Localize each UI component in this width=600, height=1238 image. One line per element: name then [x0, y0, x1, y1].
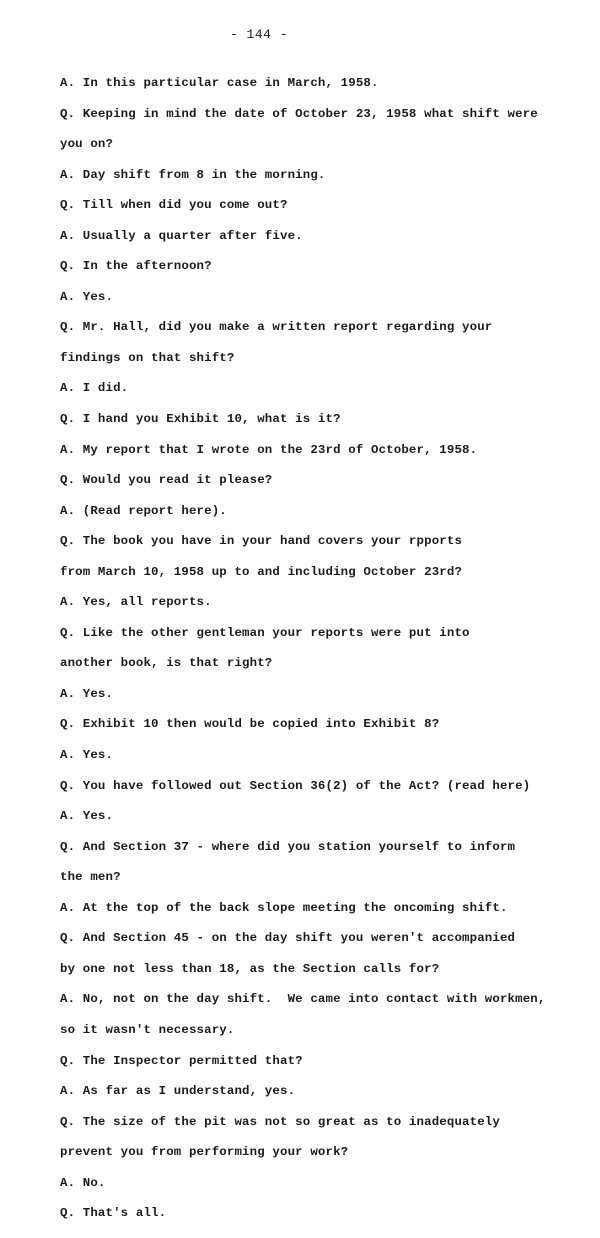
transcript-line: Q. Would you read it please? [60, 473, 273, 488]
transcript-line: A. Yes. [60, 289, 114, 304]
transcript-line: Q. The Inspector permitted that? [60, 1053, 303, 1068]
transcript-line: A. Yes, all reports. [60, 595, 212, 610]
transcript-line: Q. The book you have in your hand covers your rpports [60, 534, 463, 549]
transcript-line: Q. Exhibit 10 then would be copied into Exhibit 8? [60, 717, 440, 732]
transcript-line: Q. In the afternoon? [60, 259, 212, 274]
transcript-line: A. Yes. [60, 748, 114, 763]
transcript-line: A. Yes. [60, 809, 114, 824]
transcript-line: Q. Till when did you come out? [60, 198, 288, 213]
transcript-line: A. (Read report here). [60, 503, 227, 518]
transcript-line: A. Usually a quarter after five. [60, 228, 303, 243]
transcript-line: A. No. [60, 1175, 106, 1190]
transcript-line: Q. Mr. Hall, did you make a written report regarding your [60, 320, 493, 335]
page-number: - 144 - [229, 27, 289, 42]
transcript-line: another book, is that right? [60, 656, 273, 671]
transcript-body [60, 73, 560, 1234]
transcript-line: Q. You have followed out Section 36(2) of the Act? (read here) [60, 778, 531, 793]
transcript-line: Q. And Section 37 - where did you station yourself to inform [60, 839, 516, 854]
transcript-line: so it wasn't necessary. [60, 1022, 235, 1037]
transcript-line: findings on that shift? [60, 350, 235, 365]
transcript-line: the men? [60, 870, 121, 885]
transcript-line: from March 10, 1958 up to and including October 23rd? [60, 564, 463, 579]
transcript-line: A. My report that I wrote on the 23rd of October, 1958. [60, 442, 478, 457]
transcript-line: Q. That's all. [60, 1206, 167, 1221]
transcript-line: Q. And Section 45 - on the day shift you weren't accompanied [60, 931, 516, 946]
transcript-line: A. In this particular case in March, 1958. [60, 76, 379, 90]
transcript-line: prevent you from performing your work? [60, 1145, 349, 1160]
transcript-line: A. Day shift from 8 in the morning. [60, 167, 326, 182]
transcript-line: by one not less than 18, as the Section calls for? [60, 961, 440, 976]
transcript-line: A. No, not on the day shift. We came into contact with workmen, [60, 992, 546, 1007]
transcript-line: A. Yes. [60, 686, 114, 701]
transcript-line: A. As far as I understand, yes. [60, 1084, 296, 1099]
transcript-line: A. I did. [60, 381, 129, 396]
transcript-line: Q. Like the other gentleman your reports were put into [60, 625, 470, 640]
transcript-line: you on? [60, 137, 114, 152]
transcript-line: Q. The size of the pit was not so great as to inadequately [60, 1114, 500, 1129]
transcript-line: A. At the top of the back slope meeting the oncoming shift. [60, 900, 508, 915]
transcript-line: Q. I hand you Exhibit 10, what is it? [60, 412, 341, 427]
transcript-line: Q. Keeping in mind the date of October 23, 1958 what shift were [60, 106, 538, 121]
